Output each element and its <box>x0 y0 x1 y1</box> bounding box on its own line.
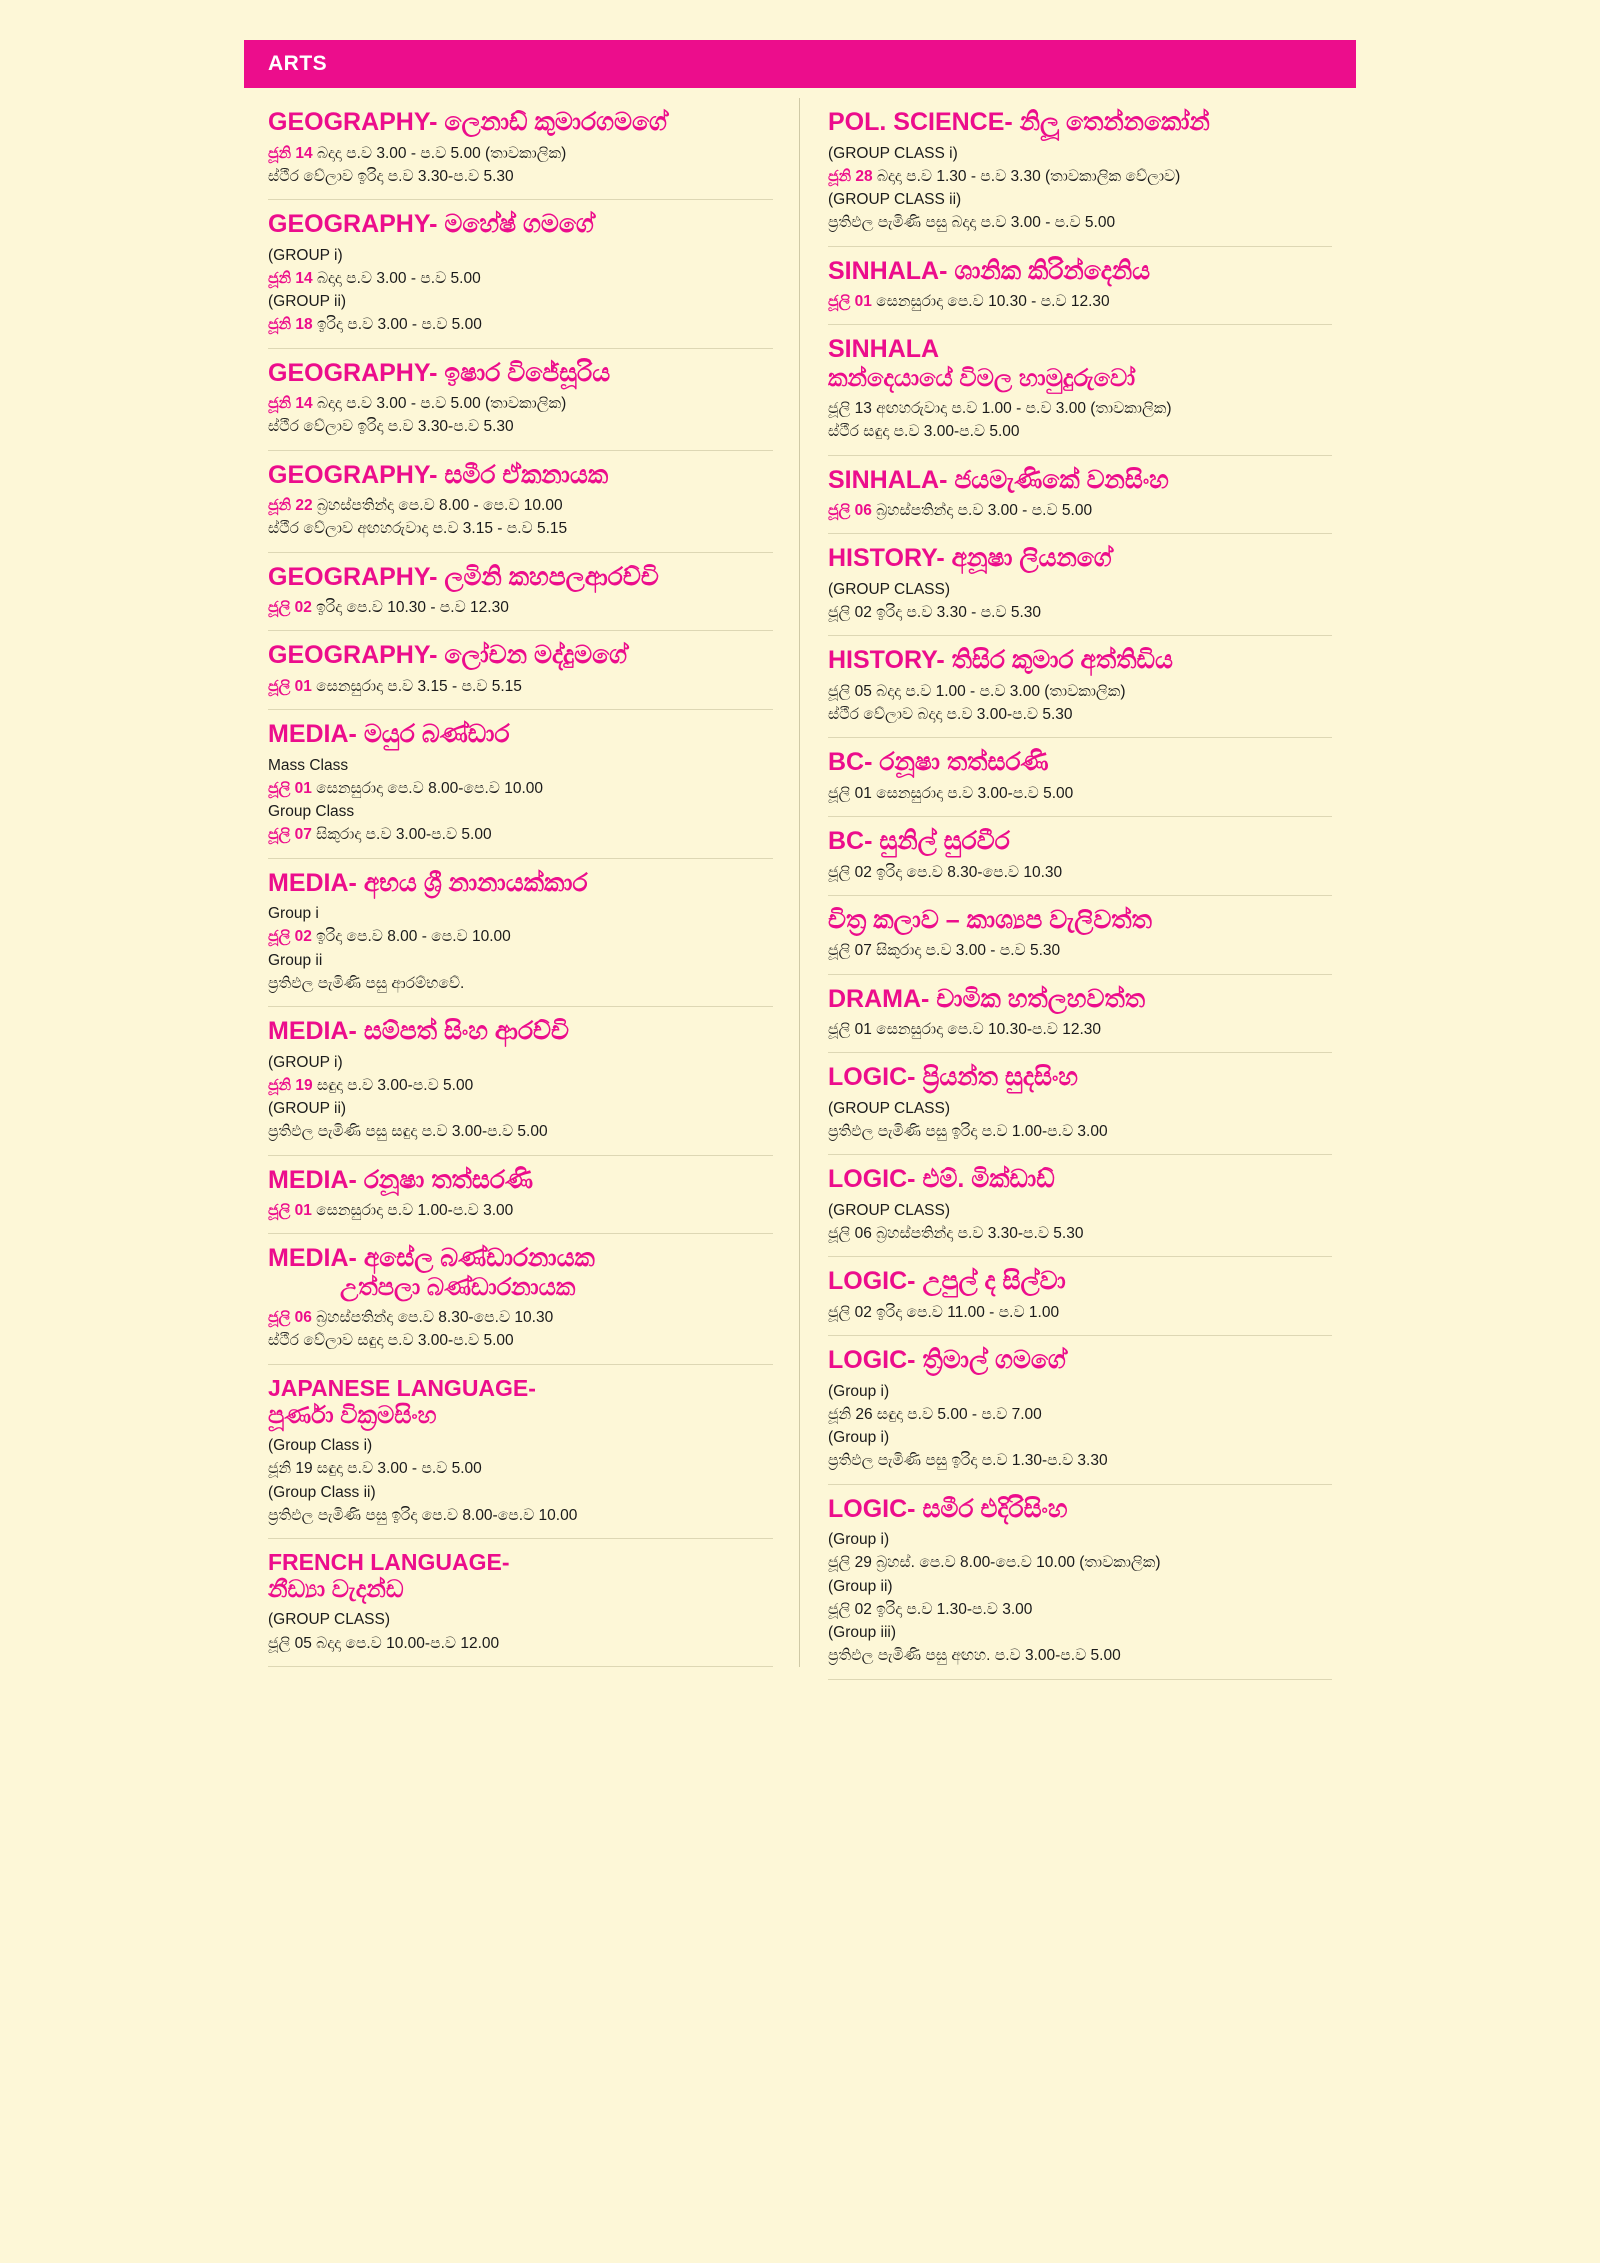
class-entry <box>268 1234 773 1364</box>
schedule-detail: Group Class <box>268 803 355 820</box>
class-subject-title <box>828 108 1332 138</box>
schedule-detail: ස්ථීර වේලාව අඟහරුවාදා ප.ව 3.15 - ප.ව 5.15 <box>268 520 568 538</box>
class-subject-title <box>828 827 1332 857</box>
teacher-name: අභය ශ්‍රී නානායක්කාර <box>356 868 588 897</box>
schedule-detail: සෙනසුරාදා පෙ.ව 10.30 - ප.ව 12.30 <box>871 293 1110 310</box>
class-schedule-line <box>268 267 773 290</box>
class-entry <box>268 859 773 1008</box>
teacher-name: නිලූ තෙන්නකෝන් <box>1012 108 1210 136</box>
class-schedule-line <box>268 1481 773 1504</box>
teacher-name: තිසිර කුමාර අත්තිඩිය <box>944 646 1174 675</box>
subject-name: FRENCH LANGUAGE- <box>268 1549 510 1575</box>
class-schedule-line <box>828 1380 1332 1403</box>
schedule-detail: ජූලි 01 සෙනසුරාදා ප.ව 3.00-ප.ව 5.00 <box>828 784 1074 802</box>
subject-name: GEOGRAPHY- <box>268 108 438 136</box>
class-subject-title <box>828 1063 1332 1093</box>
class-schedule-line <box>268 925 773 948</box>
class-schedule-line <box>828 1575 1332 1598</box>
subject-name: LOGIC- <box>828 1063 916 1092</box>
schedule-detail: බදාදා ප.ව 1.30 - ප.ව 3.30 (තාවකාලික වේලාව) <box>872 167 1181 185</box>
class-schedule-line <box>268 949 773 972</box>
class-entry <box>828 738 1332 817</box>
teacher-name-secondary: නීඩ්‍යා වැදන්ඩ <box>268 1576 404 1604</box>
class-schedule-line <box>268 1074 773 1097</box>
class-schedule-line <box>828 290 1332 313</box>
class-schedule-line <box>828 499 1332 522</box>
class-schedule-line <box>268 800 773 823</box>
subject-name: LOGIC- <box>828 1494 916 1523</box>
schedule-detail: බදාදා ප.ව 3.00 - ප.ව 5.00 <box>312 269 481 287</box>
subject-name: GEOGRAPHY- <box>268 460 438 489</box>
class-schedule-line <box>828 1598 1332 1621</box>
class-entry <box>268 1156 773 1235</box>
class-entry <box>828 896 1332 975</box>
class-schedule-line <box>828 680 1332 703</box>
teacher-name: අනූෂා ලියනගේ <box>944 544 1112 573</box>
class-schedule-line <box>268 1329 773 1352</box>
class-schedule-line <box>828 1018 1332 1041</box>
class-subject-title <box>268 869 773 899</box>
schedule-date: ජූනි 19 <box>268 1076 313 1094</box>
class-schedule-line <box>268 313 773 336</box>
schedule-detail: ජූලි 13 අඟහරුවාදා ප.ව 1.00 - ප.ව 3.00 (තාවකාලික) <box>828 400 1172 418</box>
class-schedule-line <box>268 1120 773 1143</box>
class-schedule-line <box>828 1551 1332 1574</box>
class-schedule-line <box>268 165 773 188</box>
schedule-detail: ස්ථීර සඳුදා ප.ව 3.00-ප.ව 5.00 <box>828 423 1020 441</box>
class-schedule-line <box>828 142 1332 165</box>
schedule-date: ජූලි 07 <box>268 826 312 844</box>
schedule-detail: ජූලි 02 ඉරිදා ප.ව 1.30-ප.ව 3.00 <box>828 1600 1033 1618</box>
schedule-date: ජූනි 28 <box>828 167 873 185</box>
class-schedule-line <box>268 1434 773 1457</box>
schedule-detail: ඉරිදා ප.ව 3.00 - ප.ව 5.00 <box>312 316 482 334</box>
teacher-name: එම්. මික්ඩාඩ් <box>915 1165 1055 1194</box>
schedule-detail: (Group i) <box>828 1382 890 1400</box>
schedule-detail: ජූලි 05 බදාදා ප.ව 1.00 - ප.ව 3.00 (තාවකාලික) <box>828 682 1126 700</box>
class-schedule-line <box>828 939 1332 962</box>
subject-name: SINHALA- <box>828 256 948 285</box>
class-subject-title <box>268 461 773 491</box>
class-schedule-line <box>828 397 1332 420</box>
timetable-sheet <box>244 40 1356 1710</box>
subject-name: MEDIA- <box>268 868 357 897</box>
class-schedule-line <box>828 420 1332 443</box>
class-schedule-line <box>828 1644 1332 1667</box>
schedule-date: ජූනි 14 <box>268 269 313 287</box>
schedule-detail: (GROUP ii) <box>268 293 347 310</box>
class-subject-title <box>268 641 773 671</box>
subject-name: චිත්‍ර කලාව – <box>828 905 960 934</box>
class-subject-title <box>828 646 1332 676</box>
teacher-name: සමීර එදිරිසිංහ <box>915 1494 1068 1523</box>
teacher-name: සම්පත් සිංහ ආරච්චි <box>356 1017 570 1045</box>
schedule-detail: ස්ථීර වේලාව ඉරිදා ප.ව 3.30-ප.ව 5.30 <box>268 418 514 436</box>
class-schedule-line <box>828 1621 1332 1644</box>
schedule-detail: ප්‍රතිඵල පැමිණි පසු ඉරිදා ප.ව 1.00-ප.ව 3.00 <box>828 1123 1108 1141</box>
class-entry <box>268 710 773 859</box>
class-schedule-line <box>268 415 773 438</box>
class-subject-title <box>828 544 1332 574</box>
schedule-detail: ජූලි 29 බ්‍රහස්. පෙ.ව 8.00-පෙ.ව 10.00 (තාවකාලික) <box>828 1554 1161 1572</box>
schedule-detail: (GROUP CLASS i) <box>828 144 958 162</box>
class-subject-title <box>268 1244 773 1302</box>
class-schedule-line <box>828 1403 1332 1426</box>
entry-columns <box>244 94 1356 1710</box>
class-schedule-line <box>268 1051 773 1074</box>
class-subject-title <box>268 108 773 138</box>
subject-name: GEOGRAPHY- <box>268 210 438 238</box>
class-subject-title <box>268 359 773 389</box>
schedule-detail: ජූලි 07 සිකුරාදා ප.ව 3.00 - ප.ව 5.30 <box>828 942 1061 960</box>
class-entry <box>268 1007 773 1156</box>
schedule-detail: සඳුදා ප.ව 3.00-ප.ව 5.00 <box>312 1076 474 1094</box>
subject-name: DRAMA- <box>828 984 930 1013</box>
class-entry <box>828 247 1332 326</box>
class-schedule-line <box>268 290 773 313</box>
class-schedule-line <box>828 1097 1332 1120</box>
subject-name: LOGIC- <box>828 1267 916 1296</box>
class-entry <box>828 817 1332 896</box>
teacher-name: ඉෂාර විජේසූරිය <box>437 358 611 387</box>
teacher-name: ලෙනාඩ් කුමාරගමගේ <box>437 108 667 136</box>
teacher-name-secondary: කන්දෙයායේ විමල හාමුදුරුවෝ <box>828 364 1136 392</box>
subject-name: MEDIA- <box>268 1165 357 1194</box>
class-entry <box>828 534 1332 636</box>
class-schedule-line <box>268 244 773 267</box>
class-entry <box>268 631 773 710</box>
class-schedule-line <box>268 1457 773 1480</box>
class-subject-title <box>268 720 773 750</box>
class-entry <box>268 1539 773 1667</box>
class-entry <box>268 200 773 349</box>
class-subject-title <box>828 985 1332 1015</box>
subject-name: JAPANESE LANGUAGE- <box>268 1374 536 1401</box>
class-schedule-line <box>268 1608 773 1631</box>
schedule-detail: සෙනසුරාදා ප.ව 3.15 - ප.ව 5.15 <box>311 677 522 695</box>
schedule-date: ජූලි 06 <box>828 502 872 520</box>
teacher-name: අසේල බණ්ඩාරනායක <box>356 1244 595 1273</box>
teacher-name: ජයමැණිකේ වනසිංහ <box>947 465 1169 494</box>
schedule-detail: (Group Class i) <box>268 1437 373 1454</box>
class-schedule-line <box>828 703 1332 726</box>
schedule-detail: Mass Class <box>268 756 349 774</box>
schedule-detail: බ්‍රහස්පතින්දා පෙ.ව 8.30-පෙ.ව 10.30 <box>311 1309 554 1327</box>
class-subject-title <box>828 1346 1332 1376</box>
class-entry <box>828 1485 1332 1680</box>
class-schedule-line <box>828 861 1332 884</box>
schedule-detail: බදාදා ප.ව 3.00 - ප.ව 5.00 (තාවකාලික) <box>312 144 567 162</box>
class-entry <box>268 553 773 632</box>
schedule-detail: සෙනසුරාදා ප.ව 1.00-ප.ව 3.00 <box>311 1202 514 1219</box>
class-subject-title <box>828 335 1332 393</box>
class-subject-title <box>828 1267 1332 1297</box>
teacher-name: ත්‍රිමාල් ගමගේ <box>915 1346 1066 1375</box>
class-entry <box>828 456 1332 535</box>
subject-name: BC- <box>828 827 873 856</box>
teacher-name: ශානික කිරින්දෙනිය <box>947 256 1151 285</box>
class-schedule-line <box>828 1199 1332 1222</box>
class-schedule-line <box>828 1426 1332 1449</box>
teacher-name-secondary: පූර්ණා වික්‍රමසිංහ <box>268 1401 437 1429</box>
teacher-name: කාශ්‍යප වැලිවත්ත <box>959 905 1152 934</box>
class-schedule-line <box>268 902 773 925</box>
schedule-detail: (Group i) <box>828 1531 890 1549</box>
class-schedule-line <box>828 782 1332 805</box>
schedule-detail: (GROUP ii) <box>268 1100 347 1117</box>
class-entry <box>828 975 1332 1054</box>
section-header: ARTS <box>244 40 1356 88</box>
class-entry <box>828 1336 1332 1485</box>
schedule-date: ජූලි 02 <box>268 928 312 946</box>
teacher-name: සුනිල් සුරවීර <box>872 827 1010 856</box>
schedule-detail: (Group ii) <box>828 1577 893 1595</box>
schedule-detail: ඉරිදා පෙ.ව 10.30 - ප.ව 12.30 <box>311 599 509 616</box>
class-schedule-line <box>828 1449 1332 1472</box>
schedule-detail: සෙනසුරාදා පෙ.ව 8.00-පෙ.ව 10.00 <box>311 779 543 797</box>
schedule-detail: ජූලි 02 ඉරිදා ප.ව 3.30 - ප.ව 5.30 <box>828 604 1042 622</box>
schedule-detail: ජූනි 19 සඳුදා ප.ව 3.00 - ප.ව 5.00 <box>268 1460 482 1478</box>
schedule-detail: (GROUP CLASS) <box>828 1201 951 1219</box>
schedule-detail: (GROUP CLASS) <box>268 1611 391 1629</box>
subject-name: BC- <box>828 748 873 777</box>
schedule-detail: ප්‍රතිඵල පැමිණි පසු ඉරිදා ප.ව 1.30-ප.ව 3.30 <box>828 1452 1108 1470</box>
subject-name: SINHALA- <box>828 465 948 494</box>
class-schedule-line <box>828 188 1332 211</box>
class-entry <box>828 1257 1332 1336</box>
schedule-detail: ප්‍රතිඵල පැමිණි පසු බදාදා ප.ව 3.00 - ප.ව 5.00 <box>828 214 1116 232</box>
class-schedule-line <box>268 1306 773 1329</box>
schedule-detail: ජූලි 02 ඉරිදා පෙ.ව 11.00 - ප.ව 1.00 <box>828 1303 1060 1321</box>
teacher-name: ලමිනි කහපලආරච්චි <box>437 562 659 591</box>
schedule-detail: ස්ථීර වේලාව ඉරිදා ප.ව 3.30-ප.ව 5.30 <box>268 167 514 185</box>
class-entry <box>828 636 1332 738</box>
class-subject-title <box>828 748 1332 778</box>
schedule-date: ජූලි 01 <box>268 779 312 797</box>
teacher-name: ලෝචන මද්දුමගේ <box>437 641 628 670</box>
subject-name: GEOGRAPHY- <box>268 358 438 387</box>
schedule-detail: (GROUP CLASS ii) <box>828 191 962 208</box>
class-subject-title <box>828 906 1332 936</box>
schedule-detail: (GROUP CLASS) <box>828 1099 951 1117</box>
schedule-date: ජූනි 14 <box>268 144 313 162</box>
class-schedule-line <box>268 777 773 800</box>
schedule-detail: Group i <box>268 905 319 922</box>
schedule-date: ජූනි 14 <box>268 395 313 412</box>
right-column <box>800 98 1356 1680</box>
class-subject-title <box>828 1495 1332 1525</box>
subject-name: LOGIC- <box>828 1346 916 1375</box>
class-schedule-line <box>268 494 773 517</box>
schedule-detail: බ්‍රහස්පතින්දා පෙ.ව 8.00 - පෙ.ව 10.00 <box>312 497 563 514</box>
schedule-detail: ප්‍රතිඵල පැමිණි පසු සඳුදා ප.ව 3.00-ප.ව 5.00 <box>268 1123 548 1141</box>
class-schedule-line <box>268 1632 773 1655</box>
class-schedule-line <box>828 1301 1332 1324</box>
class-subject-title <box>268 1375 773 1430</box>
schedule-date: ජූලි 02 <box>268 599 312 616</box>
schedule-date: ජූලි 01 <box>828 293 872 310</box>
schedule-date: ජූනි 18 <box>268 316 313 334</box>
teacher-name: චාමික හත්ලහවත්ත <box>929 984 1146 1013</box>
subject-name: GEOGRAPHY- <box>268 562 438 591</box>
class-schedule-line <box>268 596 773 619</box>
schedule-detail: ප්‍රතිඵල පැමිණි පසු ඉරිදා පෙ.ව 8.00-පෙ.ව 10.00 <box>268 1506 578 1524</box>
class-schedule-line <box>268 754 773 777</box>
class-schedule-line <box>268 1504 773 1527</box>
class-subject-title <box>268 210 773 240</box>
teacher-name: මයුර බණ්ඩාර <box>356 720 510 748</box>
class-subject-title <box>828 1165 1332 1195</box>
subject-name: HISTORY- <box>828 646 945 675</box>
class-schedule-line <box>828 1120 1332 1143</box>
class-entry <box>828 98 1332 247</box>
class-subject-title <box>268 1017 773 1047</box>
schedule-detail: බදාදා ප.ව 3.00 - ප.ව 5.00 (තාවකාලික) <box>312 395 567 412</box>
schedule-detail: (Group Class ii) <box>268 1483 376 1501</box>
class-schedule-line <box>268 517 773 540</box>
class-entry <box>828 325 1332 455</box>
class-schedule-line <box>828 211 1332 234</box>
class-schedule-line <box>268 823 773 846</box>
subject-name: SINHALA <box>828 335 940 364</box>
class-schedule-line <box>828 165 1332 188</box>
class-subject-title <box>268 1549 773 1604</box>
schedule-date: ජූලි 01 <box>268 677 312 695</box>
teacher-name: උපුල් ද සිල්වා <box>915 1267 1066 1296</box>
schedule-detail: (Group iii) <box>828 1624 897 1642</box>
class-schedule-line <box>268 1097 773 1120</box>
class-subject-title <box>828 466 1332 496</box>
subject-name: MEDIA- <box>268 1017 357 1045</box>
schedule-detail: ජූලි 05 බදාදා පෙ.ව 10.00-ප.ව 12.00 <box>268 1634 500 1652</box>
subject-name: HISTORY- <box>828 544 945 573</box>
class-schedule-line <box>828 578 1332 601</box>
schedule-detail: ජූනි 26 සඳුදා ප.ව 5.00 - ප.ව 7.00 <box>828 1405 1042 1423</box>
class-schedule-line <box>828 1222 1332 1245</box>
subject-name: POL. SCIENCE- <box>828 108 1013 136</box>
class-entry <box>268 98 773 200</box>
subject-name: MEDIA- <box>268 720 357 748</box>
schedule-detail: Group ii <box>268 951 323 969</box>
teacher-name: රනූෂා තත්සරණි <box>356 1165 534 1194</box>
schedule-detail: ස්ථීර වේලාව සඳුදා ප.ව 3.00-ප.ව 5.00 <box>268 1332 514 1350</box>
class-entry <box>828 1053 1332 1155</box>
teacher-name: රනූෂා තත්සරණි <box>872 748 1049 777</box>
schedule-detail: ඉරිදා පෙ.ව 8.00 - පෙ.ව 10.00 <box>311 928 511 946</box>
class-schedule-line <box>268 1199 773 1222</box>
subject-name: GEOGRAPHY- <box>268 641 438 670</box>
class-subject-title <box>268 1166 773 1196</box>
subject-name: LOGIC- <box>828 1165 916 1194</box>
class-subject-title <box>828 257 1332 287</box>
class-entry <box>268 1365 773 1539</box>
schedule-detail: (GROUP i) <box>268 1053 343 1071</box>
schedule-date: ජූලි 06 <box>268 1309 312 1327</box>
class-entry <box>828 1155 1332 1257</box>
schedule-detail: (Group i) <box>828 1429 890 1447</box>
schedule-detail: (GROUP i) <box>268 246 343 264</box>
subject-name: MEDIA- <box>268 1244 357 1273</box>
class-schedule-line <box>268 142 773 165</box>
class-schedule-line <box>828 1528 1332 1551</box>
class-subject-title <box>268 563 773 593</box>
schedule-detail: (GROUP CLASS) <box>828 580 951 598</box>
teacher-name: මහේෂ් ගමගේ <box>437 210 594 238</box>
schedule-detail: ස්ථීර වේලාව බදාදා ප.ව 3.00-ප.ව 5.30 <box>828 706 1073 724</box>
class-schedule-line <box>268 972 773 995</box>
schedule-detail: ජූලි 01 සෙනසුරාදා පෙ.ව 10.30-ප.ව 12.30 <box>828 1021 1102 1039</box>
schedule-date: ජූනි 22 <box>268 497 313 514</box>
class-schedule-line <box>268 392 773 415</box>
schedule-detail: ප්‍රතිඵල පැමිණි පසු අඟහ. ප.ව 3.00-ප.ව 5.00 <box>828 1647 1121 1665</box>
class-entry <box>268 349 773 451</box>
schedule-detail: සිකුරාදා ප.ව 3.00-ප.ව 5.00 <box>311 826 492 844</box>
schedule-detail: ප්‍රතිඵල පැමිණි පසු ආරම්භවේ. <box>268 974 465 992</box>
class-entry <box>268 451 773 553</box>
schedule-date: ජූලි 01 <box>268 1202 312 1219</box>
left-column <box>244 98 800 1667</box>
schedule-detail: ජූලි 02 ඉරිදා පෙ.ව 8.30-පෙ.ව 10.30 <box>828 863 1063 881</box>
schedule-detail: ජූලි 06 බ්‍රහස්පතින්දා ප.ව 3.30-ප.ව 5.30 <box>828 1225 1084 1243</box>
class-schedule-line <box>828 601 1332 624</box>
teacher-name: ප්‍රියන්ත සුදසිංහ <box>915 1063 1078 1092</box>
teacher-name-secondary: උත්පලා බණ්ඩාරනායක <box>340 1273 576 1301</box>
class-schedule-line <box>268 675 773 698</box>
schedule-detail: බ්‍රහස්පතින්දා ප.ව 3.00 - ප.ව 5.00 <box>871 502 1093 520</box>
teacher-name: සමීර ඒකනායක <box>437 460 609 489</box>
